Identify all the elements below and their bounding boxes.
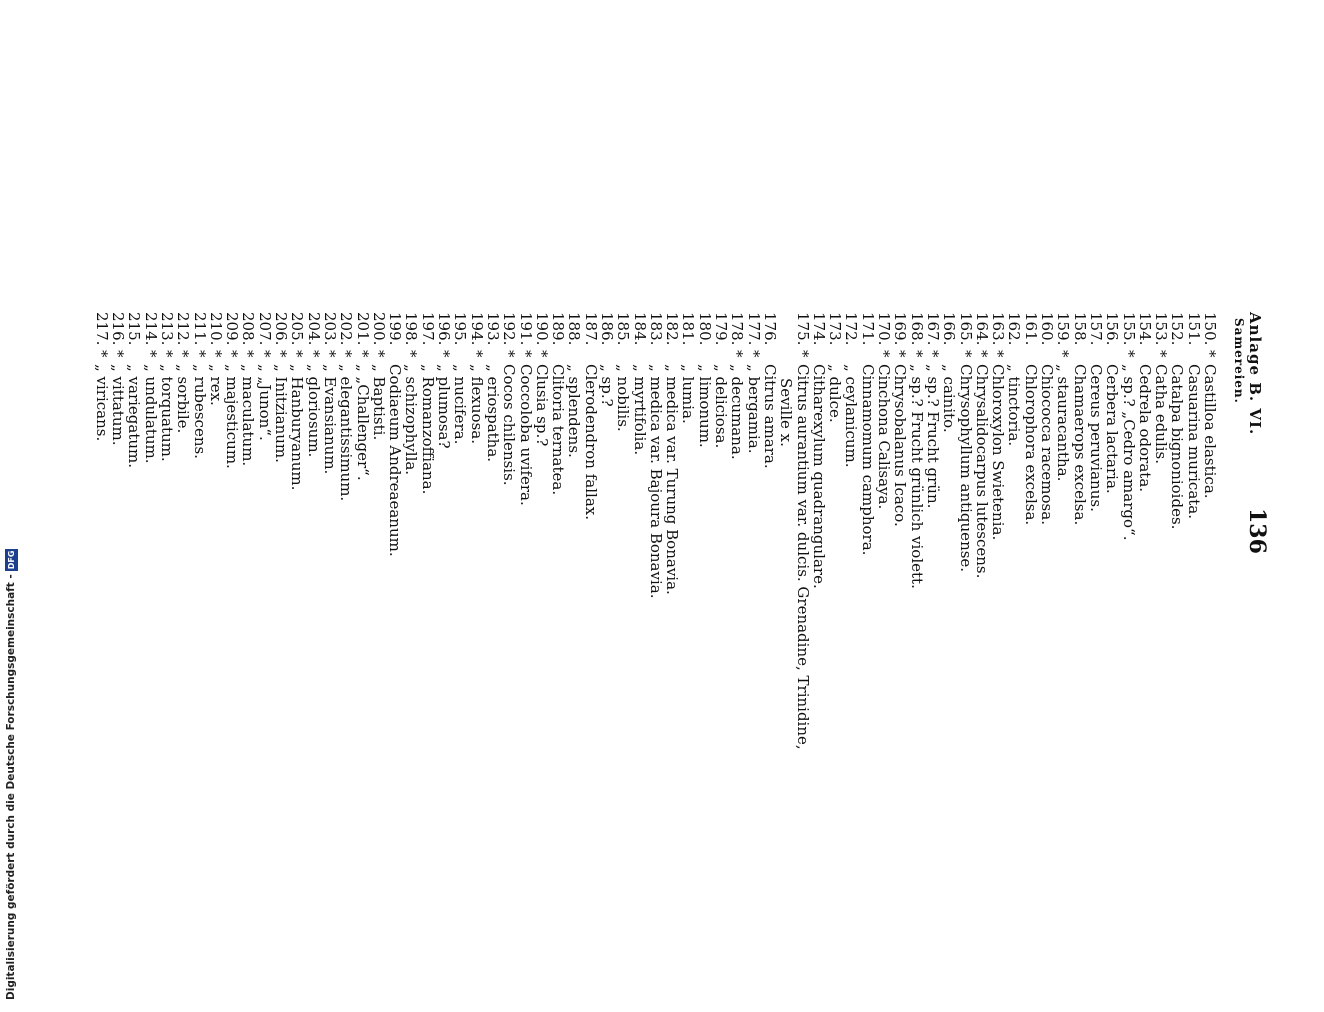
asterisk-mark: *: [875, 350, 894, 358]
entry-number: 185.: [614, 312, 633, 346]
list-item: [892, 312, 908, 1012]
list-item: [599, 312, 615, 1012]
list-item: [745, 312, 761, 1012]
entry-number: 174.: [809, 312, 828, 346]
plant-name: Clerodendron fallax.: [581, 364, 600, 520]
asterisk-mark: *: [891, 350, 910, 358]
entry-number: 171.: [858, 312, 877, 346]
entry-number: 189.: [549, 312, 568, 346]
entry-number: 156.: [1103, 312, 1122, 346]
list-item: [566, 312, 582, 1012]
list-item: [582, 312, 598, 1012]
list-item: [1137, 312, 1153, 1012]
plant-name: „ nucifera.: [451, 364, 470, 445]
asterisk-mark: *: [92, 350, 111, 358]
plant-name: „ stauracantha.: [1054, 364, 1073, 482]
entry-number: 200.: [369, 312, 388, 346]
list-item: [550, 312, 566, 1012]
entry-number: 195.: [451, 312, 470, 346]
plant-name: Clitoria ternatea.: [549, 364, 568, 496]
footer-text: Digitalisierung gefördert durch die Deutsche Forschungsgemeinschaft -: [5, 574, 17, 1000]
list-item: [1104, 312, 1120, 1012]
list-item: [1039, 312, 1055, 1012]
plant-name: „ plumosa?: [435, 364, 454, 449]
plant-name: Chrysalidocarpus lutescens.: [972, 364, 991, 579]
entry-number: 180.: [695, 312, 714, 346]
plant-name: „ sorbile.: [174, 364, 193, 434]
plant-name: Catalpa bignonioides.: [1168, 364, 1187, 530]
annex-label: Anlage B. VI.: [1246, 312, 1264, 436]
entry-number: 158.: [1070, 312, 1089, 346]
asterisk-mark: *: [141, 350, 160, 358]
list-item: [876, 312, 892, 1012]
entry-number: 170.: [875, 312, 894, 346]
list-item: [208, 312, 224, 1012]
list-item: [517, 312, 533, 1012]
list-item: [811, 312, 827, 1012]
section-title: Samereien.: [1232, 318, 1246, 404]
list-item: [1120, 312, 1136, 1012]
plant-name: „ deliciosa.: [712, 364, 731, 449]
plant-name: „ medica var. Bajoura Bonavia.: [646, 364, 665, 599]
entry-number: 154.: [1135, 312, 1154, 346]
list-item: [94, 312, 110, 1012]
plant-name: Chrysobalanus Icaco.: [891, 364, 910, 527]
list-item: [322, 312, 338, 1012]
asterisk-mark: *: [272, 350, 291, 358]
entry-number: 159.: [1054, 312, 1073, 346]
list-item: [191, 312, 207, 1012]
entry-number: 196.: [435, 312, 454, 346]
asterisk-mark: *: [793, 350, 812, 358]
list-item: [713, 312, 729, 1012]
entry-number: 183.: [646, 312, 665, 346]
entry-number: 199.: [386, 312, 405, 346]
entry-number: 198.: [402, 312, 421, 346]
plant-name: „ torquatum.: [158, 364, 176, 462]
plant-name: „ limonum.: [695, 364, 714, 448]
list-item: [1022, 312, 1038, 1012]
entry-number: 179.: [712, 312, 731, 346]
plant-name: „ elegantissimum.: [337, 364, 356, 502]
asterisk-mark: *: [288, 350, 307, 358]
asterisk-mark: *: [304, 350, 323, 358]
plant-name: „ eriospatha.: [483, 364, 502, 463]
entry-number: 214.: [141, 312, 160, 346]
list-item: [240, 312, 256, 1012]
plant-name: Clusia sp.?: [532, 364, 551, 447]
plant-name: „ ceylanicum.: [842, 364, 861, 468]
entry-number: 161.: [1021, 312, 1040, 346]
asterisk-mark: *: [190, 350, 209, 358]
list-item: [908, 312, 924, 1012]
list-item: [126, 312, 142, 1012]
asterisk-mark: *: [402, 350, 421, 358]
list-item: [1202, 312, 1218, 1012]
entry-number: 168.: [907, 312, 926, 346]
plant-name: Citharexylum quadrangulare.: [809, 364, 828, 589]
list-item: [631, 312, 647, 1012]
plant-name: Chloroxylon Swietenia.: [989, 364, 1008, 541]
asterisk-mark: *: [467, 350, 486, 358]
plant-name: „ Initzianum.: [272, 364, 291, 463]
entry-number: 194.: [467, 312, 486, 346]
asterisk-mark: *: [223, 350, 242, 358]
list-item: [501, 312, 517, 1012]
asterisk-mark: *: [989, 350, 1008, 358]
plant-name: „ „Challenger“.: [353, 364, 372, 481]
entry-number: 210.: [206, 312, 225, 346]
entry-number: 203.: [320, 312, 339, 346]
list-item: [1055, 312, 1071, 1012]
entry-number: 216.: [109, 312, 128, 346]
list-item: [354, 312, 370, 1012]
entry-number: 167.: [923, 312, 942, 346]
list-item: [305, 312, 321, 1012]
entry-number: 191.: [516, 312, 535, 346]
list-item: [224, 312, 240, 1012]
list-item: [159, 312, 175, 1012]
list-item: [175, 312, 191, 1012]
asterisk-mark: *: [516, 350, 535, 358]
plant-name: Cinnamomum camphora.: [858, 364, 877, 556]
list-item: [371, 312, 387, 1012]
list-item: [338, 312, 354, 1012]
entry-number: 151.: [1184, 312, 1203, 346]
asterisk-mark: *: [337, 350, 356, 358]
plant-name: „ „Junon“.: [255, 364, 274, 441]
entry-number: 204.: [304, 312, 323, 346]
asterisk-mark: *: [1119, 350, 1138, 358]
list-item: [1088, 312, 1104, 1012]
asterisk-mark: *: [728, 350, 747, 358]
plant-name: Cerbera lactaria.: [1103, 364, 1122, 494]
plant-name: „ rex.: [206, 364, 225, 406]
entry-number: 181.: [679, 312, 698, 346]
list-item: [648, 312, 664, 1012]
list-item: [762, 312, 778, 1012]
list-item: [664, 312, 680, 1012]
plant-name: „ splendens.: [565, 364, 584, 458]
entry-number: 153.: [1152, 312, 1171, 346]
entry-number: 192.: [500, 312, 519, 346]
entry-number: 162.: [1005, 312, 1024, 346]
entry-number: 208.: [239, 312, 258, 346]
asterisk-mark: *: [320, 350, 339, 358]
list-item: [778, 312, 794, 1012]
asterisk-mark: *: [239, 350, 258, 358]
entry-number: 178.: [728, 312, 747, 346]
entry-number: 152.: [1168, 312, 1187, 346]
list-item: [615, 312, 631, 1012]
asterisk-mark: *: [1054, 350, 1073, 358]
plant-name: „ lumia.: [679, 364, 698, 424]
plant-name: „ myrtifolia.: [630, 364, 649, 456]
list-item: [843, 312, 859, 1012]
list-item: [990, 312, 1006, 1012]
list-item: [1153, 312, 1169, 1012]
entry-number: 175.: [793, 312, 812, 346]
entry-number: 215.: [125, 312, 144, 346]
dfg-logo-icon: DFG: [6, 550, 16, 570]
entry-number: 190.: [532, 312, 551, 346]
asterisk-mark: *: [353, 350, 372, 358]
plant-name: Citrus aurantium var. dulcis. Grenadine, Trinidine,: [793, 364, 812, 750]
list-item: [974, 312, 990, 1012]
plant-name: Catha edulis.: [1152, 364, 1171, 465]
plant-name: Cedrela odorata.: [1135, 364, 1154, 493]
entry-number: 205.: [288, 312, 307, 346]
entry-number: 177.: [744, 312, 763, 346]
plant-name: Cinchona Calisaya.: [875, 364, 894, 510]
plant-name: „ rubescens.: [190, 364, 209, 459]
entry-number: 173.: [826, 312, 845, 346]
asterisk-mark: *: [174, 350, 193, 358]
list-item: [859, 312, 875, 1012]
plant-name: Codiaeum Andreaeanum.: [386, 364, 405, 557]
digitization-footer: [2, 550, 20, 1000]
plant-name: Casuarina muricata.: [1184, 364, 1203, 519]
plant-name: Chlorophora excelsa.: [1021, 364, 1040, 526]
entry-number: 172.: [842, 312, 861, 346]
rotated-document-page: [40, 312, 1270, 1012]
plant-name: „ bergamia.: [744, 364, 763, 454]
plant-name: „ maculatum.: [239, 364, 258, 467]
entry-number: 217.: [92, 312, 111, 346]
plant-name: „ cainito.: [940, 364, 959, 433]
asterisk-mark: *: [907, 350, 926, 358]
list-item: [794, 312, 810, 1012]
list-item: [387, 312, 403, 1012]
list-item: [534, 312, 550, 1012]
plant-name: „ Evansianum.: [320, 364, 339, 475]
asterisk-mark: *: [956, 350, 975, 358]
plant-name: „ gloriosum.: [304, 364, 323, 458]
list-item: [436, 312, 452, 1012]
list-item: [1169, 312, 1185, 1012]
list-item: [403, 312, 419, 1012]
list-item: [142, 312, 158, 1012]
list-item: [256, 312, 272, 1012]
list-item: [485, 312, 501, 1012]
entry-number: 186.: [598, 312, 617, 346]
entry-number: 166.: [940, 312, 959, 346]
entry-number: 160.: [1038, 312, 1057, 346]
list-item: [941, 312, 957, 1012]
plant-name: „ Hanburyanum.: [288, 364, 307, 491]
list-item: [697, 312, 713, 1012]
plant-name: „ dulce.: [826, 364, 845, 423]
plant-name: Citrus amara.: [760, 364, 779, 469]
entry-number: 150.: [1201, 312, 1219, 346]
entry-number: 188.: [565, 312, 584, 346]
seed-list: [94, 312, 1218, 1012]
plant-name: „ sp.?: [598, 364, 617, 407]
list-item: [1185, 312, 1201, 1012]
page-number: 136: [1244, 508, 1270, 554]
plant-name: Cocos chilensis.: [500, 364, 519, 486]
entry-number: 184.: [630, 312, 649, 346]
entry-number: 197.: [418, 312, 437, 346]
entry-number: 164.: [972, 312, 991, 346]
asterisk-mark: *: [158, 350, 176, 358]
entry-number: 163.: [989, 312, 1008, 346]
asterisk-mark: *: [532, 350, 551, 358]
list-item: [827, 312, 843, 1012]
entry-number: 212.: [174, 312, 193, 346]
asterisk-mark: *: [255, 350, 274, 358]
plant-name: „ vittatum.: [109, 364, 128, 446]
entry-number: 209.: [223, 312, 242, 346]
asterisk-mark: *: [435, 350, 454, 358]
entry-number: 202.: [337, 312, 356, 346]
entry-number: 176.: [760, 312, 779, 346]
plant-name: Cereus peruvianus.: [1086, 364, 1105, 512]
plant-name: „ sp.? Frucht grün.: [923, 364, 942, 509]
asterisk-mark: *: [1152, 350, 1171, 358]
list-item: [468, 312, 484, 1012]
list-item: [957, 312, 973, 1012]
plant-name: „ undulatum.: [141, 364, 160, 464]
plant-name: „ viricans.: [92, 364, 111, 442]
entry-number: 165.: [956, 312, 975, 346]
list-item: [680, 312, 696, 1012]
entry-number: 207.: [255, 312, 274, 346]
plant-name: Chrysophyllum antiquense.: [956, 364, 975, 573]
asterisk-mark: *: [369, 350, 388, 358]
plant-name: Seville x.: [777, 378, 796, 447]
plant-name: „ Romanzoffiana.: [418, 364, 437, 495]
plant-name: „ nobilis.: [614, 364, 633, 432]
plant-name: Coccoloba uvifera.: [516, 364, 535, 506]
plant-name: Chamaerops excelsa.: [1070, 364, 1089, 526]
list-item: [110, 312, 126, 1012]
asterisk-mark: *: [206, 350, 225, 358]
entry-number: 193.: [483, 312, 502, 346]
list-item: [1071, 312, 1087, 1012]
plant-name: „ schizophylla.: [402, 364, 421, 476]
entry-number: 182.: [663, 312, 682, 346]
entry-number: 201.: [353, 312, 372, 346]
entry-number: 169.: [891, 312, 910, 346]
plant-name: Chiococca racemosa.: [1038, 364, 1057, 525]
asterisk-mark: *: [1201, 350, 1219, 358]
plant-name: „ decumana.: [728, 364, 747, 460]
plant-name: „ sp.? „Cedro amargo“.: [1119, 364, 1138, 541]
asterisk-mark: *: [972, 350, 991, 358]
list-item: [925, 312, 941, 1012]
plant-name: „ Baptisti.: [369, 364, 388, 441]
list-item: [273, 312, 289, 1012]
plant-name: „ flexuosa.: [467, 364, 486, 444]
entry-number: 211.: [190, 312, 209, 346]
entry-number: 213.: [158, 312, 176, 346]
entry-number: 187.: [581, 312, 600, 346]
list-item: [1006, 312, 1022, 1012]
list-item: [289, 312, 305, 1012]
plant-name: „ medica var. Turung Bonavia.: [663, 364, 682, 595]
asterisk-mark: *: [923, 350, 942, 358]
asterisk-mark: *: [500, 350, 519, 358]
list-item: [729, 312, 745, 1012]
list-item: [419, 312, 435, 1012]
asterisk-mark: *: [109, 350, 128, 358]
plant-name: „ majesticum.: [223, 364, 242, 469]
plant-name: „ variegatum.: [125, 364, 144, 469]
asterisk-mark: *: [744, 350, 763, 358]
list-item: [452, 312, 468, 1012]
plant-name: Castilloa elastica.: [1201, 364, 1219, 499]
entry-number: 157.: [1086, 312, 1105, 346]
plant-name: „ sp.? Frucht grünlich violett.: [907, 364, 926, 589]
entry-number: 155.: [1119, 312, 1138, 346]
entry-number: 206.: [272, 312, 291, 346]
plant-name: „ tinctoria.: [1005, 364, 1024, 447]
